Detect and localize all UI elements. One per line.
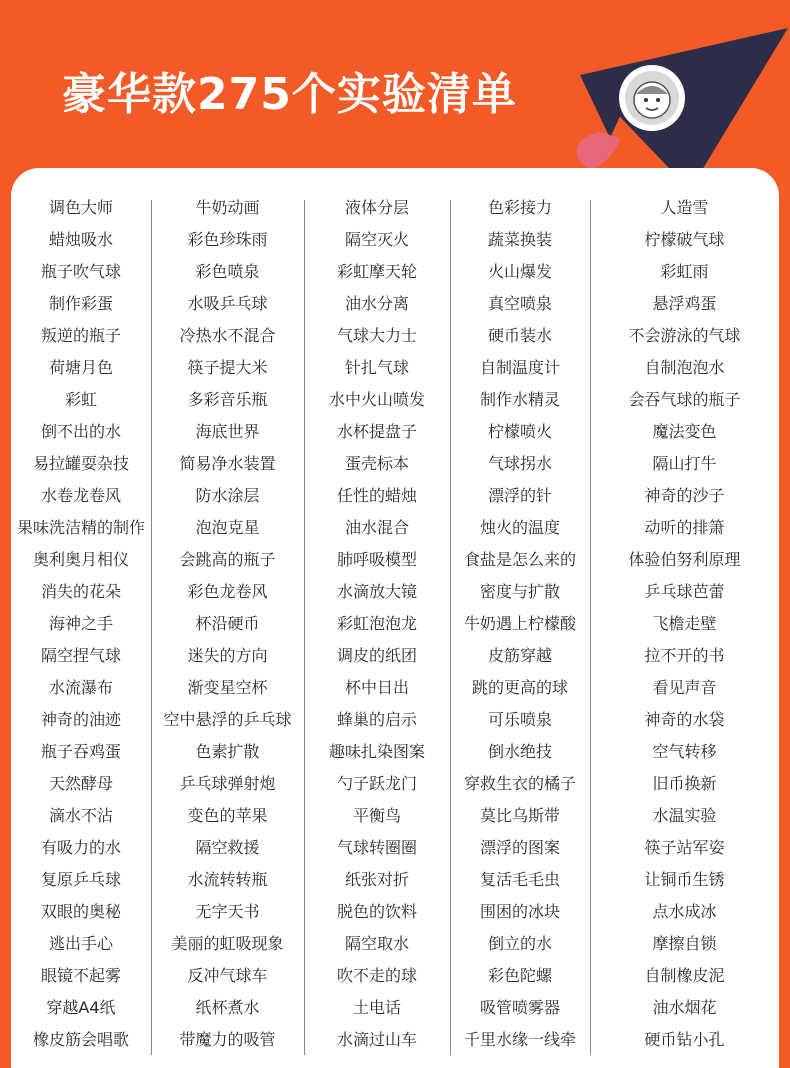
experiment-item: 防水涂层 <box>195 486 260 505</box>
experiment-item: 空中悬浮的乒乓球 <box>163 710 292 729</box>
experiment-item: 水流转转瓶 <box>187 870 268 889</box>
experiment-item: 围困的冰块 <box>479 902 560 921</box>
experiment-item: 纸杯煮水 <box>195 998 260 1017</box>
experiment-item: 果味洗洁精的制作 <box>16 518 145 537</box>
experiment-item: 蛋壳标本 <box>344 454 409 473</box>
experiment-item: 海神之手 <box>48 614 113 633</box>
experiment-item: 消失的花朵 <box>40 582 121 601</box>
experiment-item: 彩色陀螺 <box>487 966 552 985</box>
experiment-item: 制作彩蛋 <box>48 294 113 313</box>
experiment-item: 牛奶动画 <box>195 198 260 217</box>
experiment-item: 牛奶遇上柠檬酸 <box>463 614 576 633</box>
experiment-item: 彩色喷泉 <box>195 262 260 281</box>
experiment-item: 让铜币生锈 <box>644 870 725 889</box>
experiment-item: 海底世界 <box>195 422 260 441</box>
experiment-item: 自制泡泡水 <box>644 358 725 377</box>
experiment-item: 隔山打牛 <box>652 454 717 473</box>
experiment-item: 烛火的温度 <box>479 518 560 537</box>
experiment-item: 隔空取水 <box>344 934 409 953</box>
experiment-item: 倒立的水 <box>487 934 552 953</box>
experiment-item: 倒水绝技 <box>487 742 552 761</box>
experiment-item: 神奇的水袋 <box>644 710 725 729</box>
experiment-item: 滴水不沾 <box>48 806 113 825</box>
experiment-item: 液体分层 <box>344 198 409 217</box>
experiment-item: 杯沿硬币 <box>195 614 260 633</box>
experiment-item: 悬浮鸡蛋 <box>652 294 717 313</box>
experiment-item: 吹不走的球 <box>336 966 417 985</box>
experiment-item: 有吸力的水 <box>40 838 121 857</box>
experiment-item: 硬币装水 <box>487 326 552 345</box>
experiment-item: 筷子站军姿 <box>644 838 725 857</box>
experiment-item: 杯中日出 <box>344 678 409 697</box>
experiment-item: 彩虹 <box>64 390 97 409</box>
experiment-item: 筷子提大米 <box>187 358 268 377</box>
experiment-item: 制作水精灵 <box>479 390 560 409</box>
experiment-item: 水滴放大镜 <box>336 582 417 601</box>
experiment-item: 勺子跃龙门 <box>336 774 417 793</box>
experiment-item: 水滴过山车 <box>336 1030 417 1049</box>
experiment-item: 自制橡皮泥 <box>644 966 725 985</box>
experiment-item: 多彩音乐瓶 <box>187 390 268 409</box>
experiment-item: 彩色珍珠雨 <box>187 230 268 249</box>
experiment-item: 无字天书 <box>195 902 260 921</box>
experiment-item: 魔法变色 <box>652 422 717 441</box>
experiment-item: 易拉罐耍杂技 <box>32 454 129 473</box>
experiment-item: 蔬菜换装 <box>487 230 552 249</box>
experiment-item: 调皮的纸团 <box>336 646 417 665</box>
experiment-item: 橡皮筋会唱歌 <box>32 1030 129 1049</box>
experiment-item: 隔空捏气球 <box>40 646 121 665</box>
experiment-item: 油水分离 <box>344 294 409 313</box>
experiment-column-1 <box>11 192 151 1056</box>
experiment-item: 乒乓球弹射炮 <box>179 774 276 793</box>
experiment-column-4 <box>450 192 590 1056</box>
experiment-item: 肺呼吸模型 <box>336 550 417 569</box>
experiment-item: 蜂巢的启示 <box>336 710 417 729</box>
experiment-item: 双眼的奥秘 <box>40 902 121 921</box>
experiment-item: 眼镜不起雾 <box>40 966 121 985</box>
experiment-item: 乒乓球芭蕾 <box>644 582 725 601</box>
experiment-item: 纸张对折 <box>344 870 409 889</box>
experiment-item: 会吞气球的瓶子 <box>628 390 741 409</box>
experiment-item: 反冲气球车 <box>187 966 268 985</box>
experiment-item: 叛逆的瓶子 <box>40 326 121 345</box>
experiment-item: 平衡鸟 <box>352 806 401 825</box>
experiment-item: 水吸乒乓球 <box>187 294 268 313</box>
experiment-item: 水中火山喷发 <box>328 390 425 409</box>
experiment-item: 莫比乌斯带 <box>479 806 560 825</box>
experiment-item: 食盐是怎么来的 <box>463 550 576 569</box>
experiment-item: 荷塘月色 <box>48 358 113 377</box>
experiment-item: 体验伯努利原理 <box>628 550 741 569</box>
experiment-item: 天然酵母 <box>48 774 113 793</box>
experiment-item: 泡泡克星 <box>195 518 260 537</box>
experiment-item: 拉不开的书 <box>644 646 725 665</box>
experiment-item: 趣味扎染图案 <box>328 742 425 761</box>
experiment-item: 密度与扩散 <box>479 582 560 601</box>
experiment-item: 调色大师 <box>48 198 113 217</box>
experiment-item: 气球拐水 <box>487 454 552 473</box>
experiment-item: 瓶子吹气球 <box>40 262 121 281</box>
experiment-item: 柠檬喷火 <box>487 422 552 441</box>
experiment-item: 瓶子吞鸡蛋 <box>40 742 121 761</box>
experiment-item: 跳的更高的球 <box>471 678 568 697</box>
experiment-item: 水卷龙卷风 <box>40 486 121 505</box>
experiment-item: 土电话 <box>352 998 401 1017</box>
experiment-item: 变色的苹果 <box>187 806 268 825</box>
experiment-item: 任性的蜡烛 <box>336 486 417 505</box>
experiment-item: 彩虹雨 <box>660 262 709 281</box>
experiment-item: 水流瀑布 <box>48 678 113 697</box>
experiment-item: 漂浮的针 <box>487 486 552 505</box>
experiment-column-3 <box>304 192 450 1056</box>
experiment-column-2 <box>151 192 304 1056</box>
experiment-item: 油水烟花 <box>652 998 717 1017</box>
experiment-item: 皮筋穿越 <box>487 646 552 665</box>
experiment-item: 空气转移 <box>652 742 717 761</box>
experiment-item: 渐变星空杯 <box>187 678 268 697</box>
experiment-item: 自制温度计 <box>479 358 560 377</box>
experiment-item: 逃出手心 <box>48 934 113 953</box>
experiment-item: 复活毛毛虫 <box>479 870 560 889</box>
experiment-item: 穿救生衣的橘子 <box>463 774 576 793</box>
experiment-item: 奥利奥月相仪 <box>32 550 129 569</box>
experiment-item: 看见声音 <box>652 678 717 697</box>
experiment-item: 人造雪 <box>660 198 709 217</box>
experiment-item: 不会游泳的气球 <box>628 326 741 345</box>
page-title: 豪华款275个实验清单 <box>62 69 517 120</box>
experiment-item: 彩色龙卷风 <box>187 582 268 601</box>
experiment-item: 气球大力士 <box>336 326 417 345</box>
experiment-item: 摩擦自锁 <box>652 934 717 953</box>
experiment-item: 柠檬破气球 <box>644 230 725 249</box>
experiment-item: 水温实验 <box>652 806 717 825</box>
experiment-item: 硬币钻小孔 <box>644 1030 725 1049</box>
experiment-item: 油水混合 <box>344 518 409 537</box>
experiment-item: 隔空灭火 <box>344 230 409 249</box>
experiment-item: 火山爆发 <box>487 262 552 281</box>
experiment-item: 动听的排箫 <box>644 518 725 537</box>
experiment-item: 倒不出的水 <box>40 422 121 441</box>
experiment-item: 蜡烛吸水 <box>48 230 113 249</box>
experiment-item: 色素扩散 <box>195 742 260 761</box>
experiment-item: 飞檐走壁 <box>652 614 717 633</box>
experiment-item: 带魔力的吸管 <box>179 1030 276 1049</box>
experiment-item: 点水成冰 <box>652 902 717 921</box>
experiment-item: 针扎气球 <box>344 358 409 377</box>
experiment-item: 吸管喷雾器 <box>479 998 560 1017</box>
experiment-item: 神奇的油迹 <box>40 710 121 729</box>
experiment-grid <box>11 192 779 1056</box>
experiment-item: 脱色的饮料 <box>336 902 417 921</box>
experiment-item: 复原乒乓球 <box>40 870 121 889</box>
experiment-item: 简易净水装置 <box>179 454 276 473</box>
experiment-item: 真空喷泉 <box>487 294 552 313</box>
experiment-item: 水杯提盘子 <box>336 422 417 441</box>
experiment-item: 旧币换新 <box>652 774 717 793</box>
experiment-item: 神奇的沙子 <box>644 486 725 505</box>
experiment-column-5 <box>590 192 779 1056</box>
experiment-item: 千里水缘一线牵 <box>463 1030 576 1049</box>
experiment-item: 迷失的方向 <box>187 646 268 665</box>
experiment-item: 美丽的虹吸现象 <box>171 934 284 953</box>
experiment-item: 可乐喷泉 <box>487 710 552 729</box>
experiment-item: 漂浮的图案 <box>479 838 560 857</box>
experiment-item: 隔空救援 <box>195 838 260 857</box>
experiment-item: 色彩接力 <box>487 198 552 217</box>
experiment-item: 气球转圈圈 <box>336 838 417 857</box>
experiment-item: 彩虹摩天轮 <box>336 262 417 281</box>
experiment-item: 穿越A4纸 <box>46 998 116 1017</box>
experiment-item: 会跳高的瓶子 <box>179 550 276 569</box>
experiment-item: 彩虹泡泡龙 <box>336 614 417 633</box>
experiment-item: 冷热水不混合 <box>179 326 276 345</box>
